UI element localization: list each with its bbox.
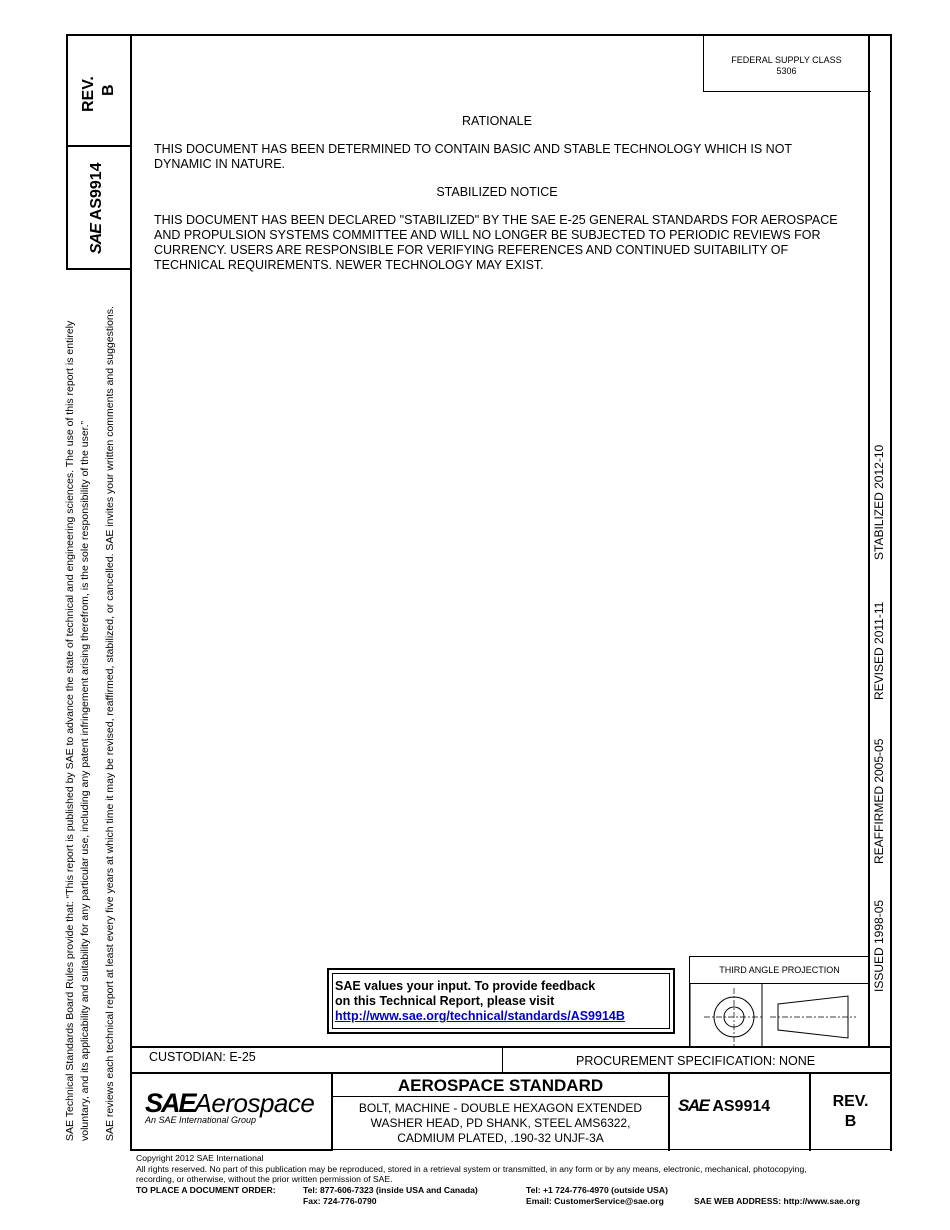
date-issued: ISSUED 1998-05 [872,899,886,992]
tb-right-edge [890,1047,892,1151]
left-rev-value: B [100,84,117,96]
rationale-text: THIS DOCUMENT HAS BEEN DETERMINED TO CONTAIN BASIC AND STABLE TECHNOLOGY WHICH IS NOT DYNAMIC IN NATURE. [154,142,793,171]
feedback-link[interactable]: http://www.sae.org/technical/standards/AS9914B [335,1009,625,1023]
left-doc-id [88,162,106,254]
logo-aerospace: Aerospace [194,1088,315,1118]
rights-line2: recording, or otherwise, without the prior written permission of SAE. [136,1174,393,1184]
left-doc-number: AS9914 [88,162,105,221]
stabilized-notice-text: THIS DOCUMENT HAS BEEN DECLARED "STABILIZED" BY THE SAE E-25 GENERAL STANDARDS FOR AEROSPACE AND PROPULSION SYSTEMS COMMITTEE AND WILL NO LONGER BE SUBJECTED TO PERIODIC REVIEWS FOR CURRENCY. USERS ARE RESPONSIBLE FOR VERIFYING REFERENCES AND CONTINUED SUITABILITY OF TECHNICAL REQUIREMENTS. NEWER TECHNOLOGY MAY EXIST. [154,213,838,272]
date-reaffirmed: REAFFIRMED 2005-05 [872,738,886,864]
footer [136,1153,886,1185]
logo-subtitle: An SAE International Group [145,1115,257,1125]
tb-sae-logo: SAE [678,1096,709,1115]
tb-rev: REV. B [832,1093,869,1130]
stabilized-notice-heading: STABILIZED NOTICE [436,185,558,199]
copyright: Copyright 2012 SAE International [136,1153,264,1163]
feedback-line1: SAE values your input. To provide feedback [335,979,596,993]
federal-supply-value: 5306 [776,66,797,76]
legal-notice-line2: voluntary, and its applicability and suitability for any particular use, including any patent infringement arising therefrom, is the sole responsibility of the user.” [79,420,91,1141]
tel-intl: Tel: +1 724-776-4970 (outside USA) [526,1185,668,1195]
tb-top [130,1046,892,1048]
rationale-heading: RATIONALE [462,114,532,128]
fsc-box-bottom [703,91,871,92]
date-revised: REVISED 2011-11 [872,601,886,700]
frame-left-inner [130,34,132,1151]
fax: Fax: 724-776-0790 [303,1196,377,1206]
tb-doc-number: AS9914 [712,1098,771,1115]
doc-divider [66,268,132,270]
federal-supply-label: FEDERAL SUPPLY CLASS [731,55,842,65]
standard-title: AEROSPACE STANDARD [397,1076,604,1095]
frame-right-inner [868,34,870,1048]
sae-aerospace-logo [145,1088,314,1125]
email[interactable]: Email: CustomerService@sae.org [526,1196,664,1206]
web-address[interactable]: SAE WEB ADDRESS: http://www.sae.org [694,1196,860,1206]
rights-line1: All rights reserved. No part of this publication may be reproduced, stored in a retrieval system or transmitted, in any form or by any means, electronic, mechanical, photocopying, [136,1163,807,1174]
sae-logo-small: SAE [88,224,105,254]
frame-left-outer [66,34,68,269]
feedback-line2: on this Technical Report, please visit [335,994,555,1008]
tb-custodian-divider [502,1047,503,1073]
date-stabilized: STABILIZED 2012-10 [872,444,886,560]
logo-sae: SAE [145,1088,195,1118]
frame-right-outer [890,34,892,1074]
order-label: TO PLACE A DOCUMENT ORDER: [136,1185,276,1195]
federal-supply-class [704,55,869,77]
procurement-spec: PROCUREMENT SPECIFICATION: NONE [576,1054,816,1068]
projection-box [689,956,869,1047]
tel-us: Tel: 877-606-7323 (inside USA and Canada) [303,1185,478,1195]
standard-description: BOLT, MACHINE - DOUBLE HEXAGON EXTENDED WASHER HEAD, PD SHANK, STEEL AMS6322, CADMIUM PLATED, .190-32 UNJF-3A [358,1101,643,1145]
tb-title-underline [331,1096,669,1097]
rev-divider [66,145,132,147]
left-rev-label: REV. [80,76,97,112]
tb-custodian-bottom [130,1072,892,1074]
tb-bottom [331,1149,892,1150]
feedback-box [327,968,675,1034]
tb-logo-bottom [130,1149,333,1151]
projection-label: THIRD ANGLE PROJECTION [719,965,840,975]
legal-notice-line3: SAE reviews each technical report at least every five years at which time it may be revised, reaffirmed, stabilized, or cancelled. SAE invites your written comments and suggestions. [104,306,116,1141]
legal-notice-line1: SAE Technical Standards Board Rules provide that: “This report is published by SAE to advance the state of technical and engineering sciences. The use of this report is entirely [64,320,76,1141]
custodian: CUSTODIAN: E-25 [149,1050,256,1064]
projection-symbol-icon [690,984,869,1048]
tb-doc-id [678,1096,770,1116]
frame-top [66,34,892,36]
